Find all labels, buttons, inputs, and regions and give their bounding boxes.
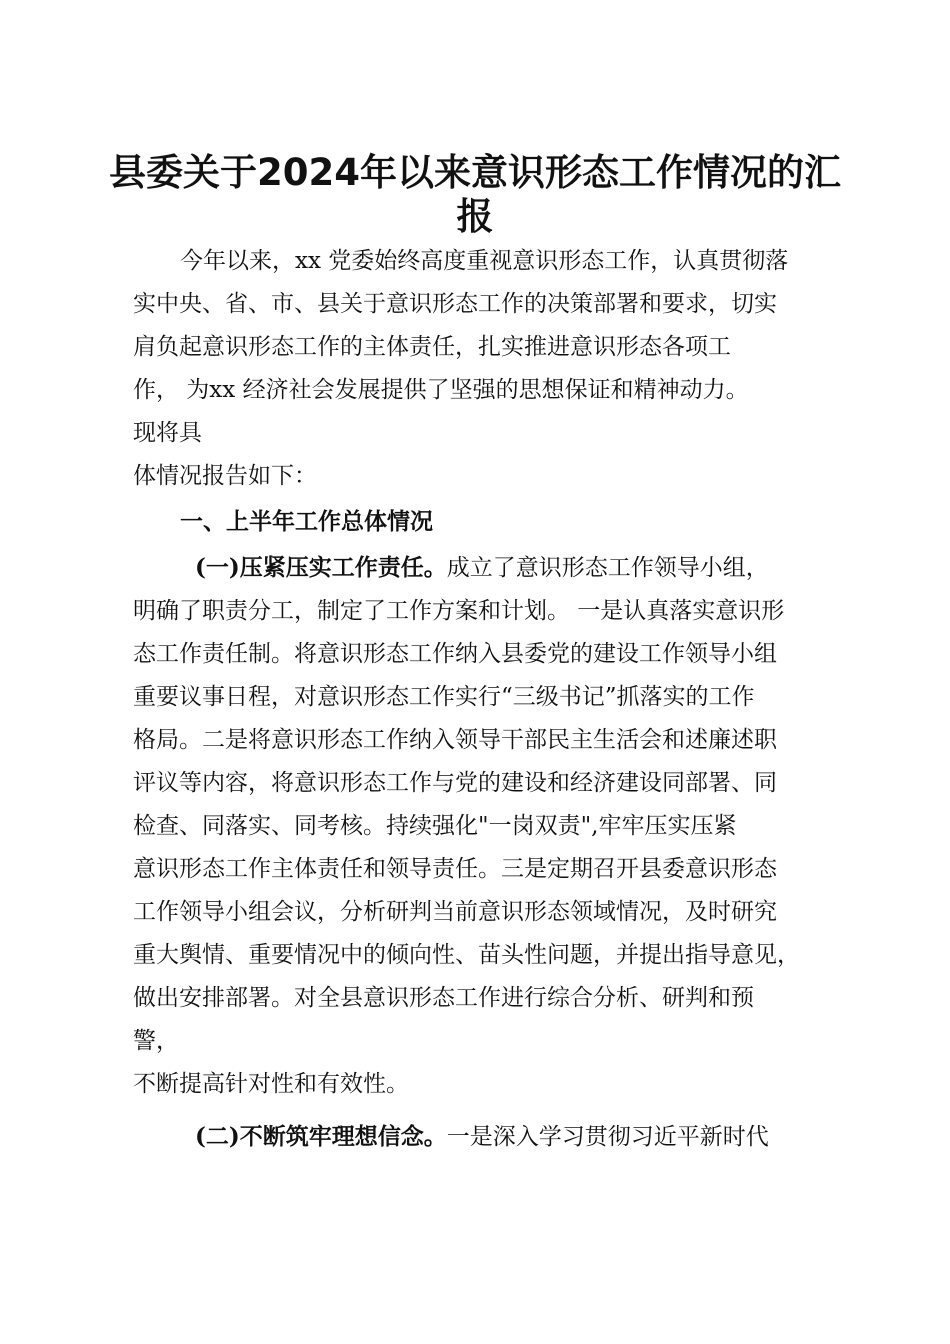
intro-line-6: 体情况报告如下：: [133, 463, 317, 489]
para1-line: 检查、同落实、同考核。持续强化"一岗双责",牢牢压实压紧: [133, 813, 737, 839]
para1-lead: (一)压紧压实工作责任。: [195, 554, 447, 581]
document-title-line-1: 县委关于2024年以来意识形态工作情况的汇: [109, 151, 841, 194]
para1-line: 警，: [133, 1028, 179, 1054]
document-title-line-2: 报: [456, 195, 494, 238]
para1-line: 重要议事日程，对意识形态工作实行“三级书记”抓落实的工作: [133, 684, 755, 710]
para2-first-line-rest: 一是深入学习贯彻习近平新时代: [446, 1124, 769, 1150]
intro-line-1: 今年以来，xx 党委始终高度重视意识形态工作，认真贯彻落: [180, 248, 789, 274]
para1-line: 做出安排部署。对全县意识形态工作进行综合分析、研判和预: [133, 985, 754, 1011]
para1-first-line-rest: 成立了意识形态工作领导小组，: [446, 555, 769, 581]
para1-line: 明确了职责分工，制定了工作方案和计划。 一是认真落实意识形: [133, 598, 785, 624]
para1-line: 意识形态工作主体责任和领导责任。三是定期召开县委意识形态: [133, 856, 777, 882]
para1-line: 不断提高针对性和有效性。: [133, 1071, 409, 1097]
section-heading-1: 一、上半年工作总体情况: [180, 509, 433, 535]
para1-line: 态工作责任制。将意识形态工作纳入县委党的建设工作领导小组: [133, 641, 777, 667]
para1-line: 工作领导小组会议，分析研判当前意识形态领域情况，及时研究: [133, 899, 777, 925]
para2-first-line: [195, 1122, 769, 1152]
para1-first-line: [195, 553, 769, 583]
para1-line: 重大舆情、重要情况中的倾向性、苗头性问题，并提出指导意见，: [133, 942, 800, 968]
para2-lead: (二)不断筑牢理想信念。: [195, 1123, 447, 1150]
intro-line-4: 作， 为xx 经济社会发展提供了坚强的思想保证和精神动力。: [133, 377, 749, 403]
intro-line-5: 现将具: [133, 420, 202, 446]
para1-line: 格局。二是将意识形态工作纳入领导干部民主生活会和述廉述职: [133, 727, 777, 753]
intro-line-2: 实中央、省、市、县关于意识形态工作的决策部署和要求，切实: [133, 291, 777, 317]
intro-line-3: 肩负起意识形态工作的主体责任，扎实推进意识形态各项工: [133, 334, 731, 360]
para1-line: 评议等内容，将意识形态工作与党的建设和经济建设同部署、同: [133, 770, 777, 796]
